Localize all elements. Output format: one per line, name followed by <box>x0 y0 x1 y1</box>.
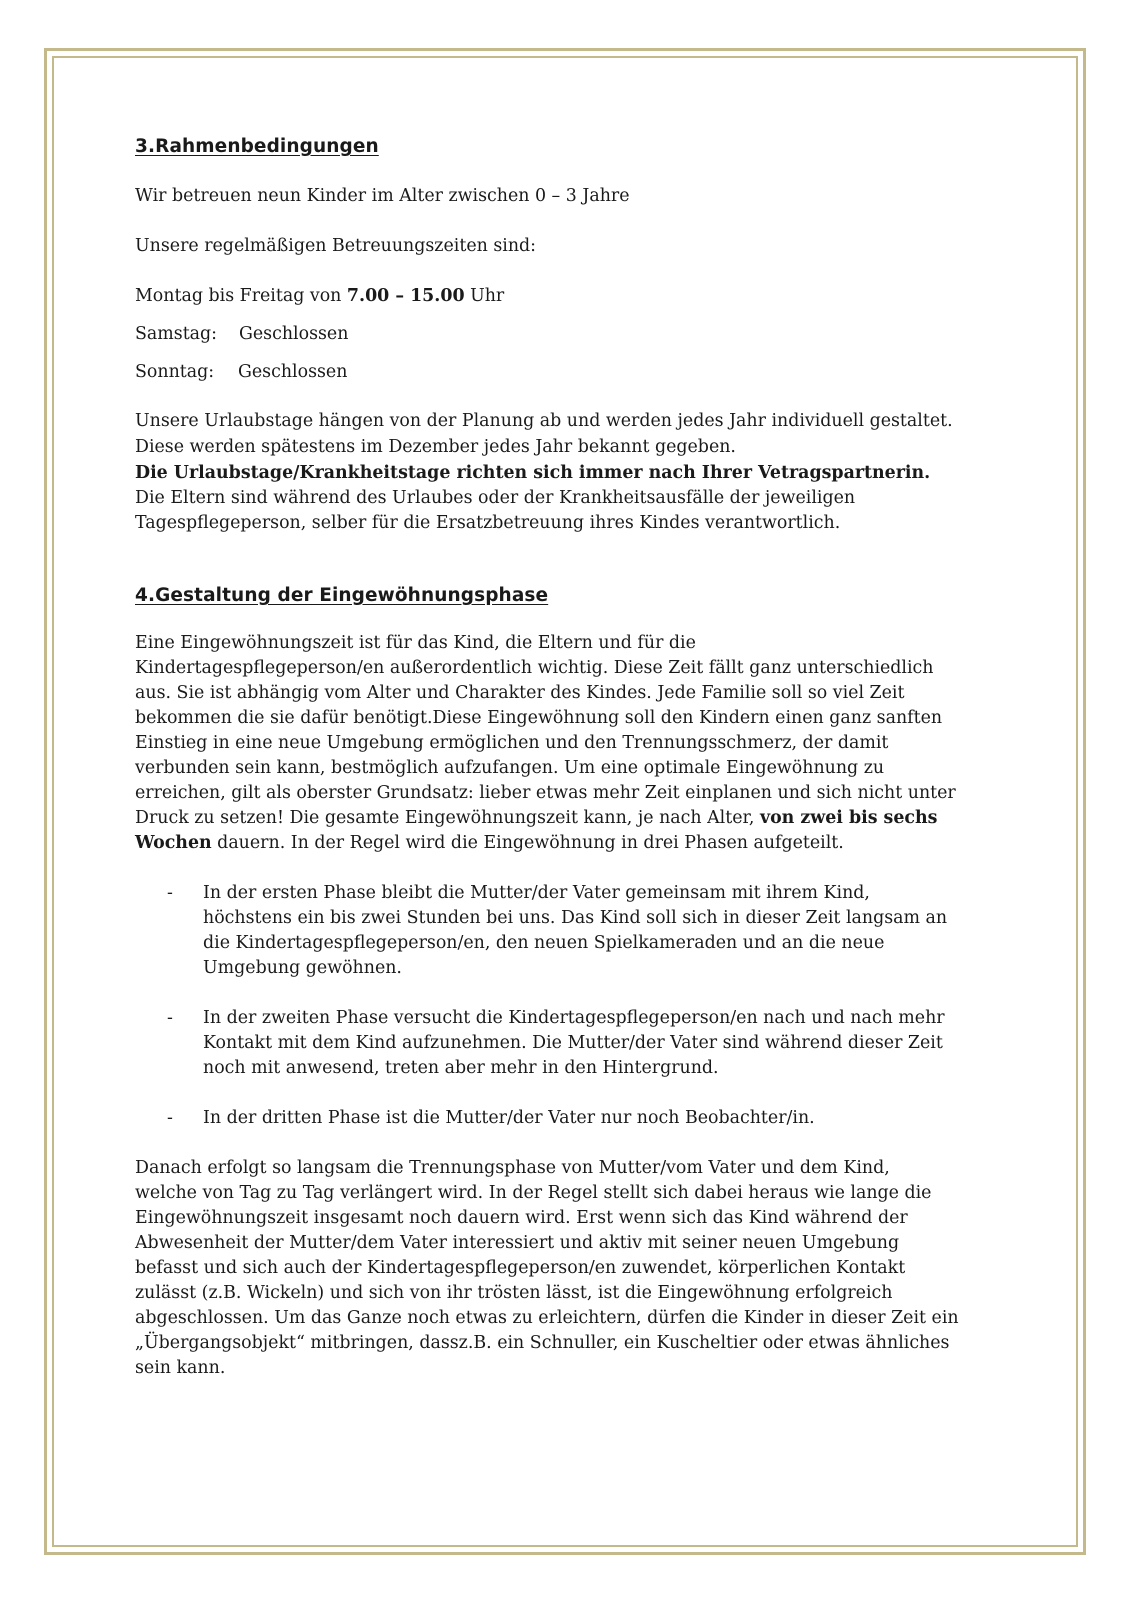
hours-intro: Unsere regelmäßigen Betreuungszeiten sind: <box>135 236 537 256</box>
weekday-hours-time: 7.00 – 15.00 <box>346 286 465 306</box>
weekday-hours <box>135 284 1005 309</box>
section4-heading: 4.Gestaltung der Eingewöhnungsphase <box>135 585 549 606</box>
phase-line: die Kindertagespflegeperson/en, den neuen Spielkameraden und an die neue <box>203 933 885 953</box>
weekday-hours-suffix: Uhr <box>464 286 505 306</box>
phase-list <box>135 881 1005 1131</box>
bullet-dash: - <box>167 1008 173 1028</box>
saturday-label: Samstag: <box>135 324 218 344</box>
intro-line-8-text: Druck zu setzen! Die gesamte Eingewöhnungszeit kann, je nach Alter, <box>135 808 760 828</box>
phase-item-2 <box>135 1006 1005 1081</box>
phase-line: In der ersten Phase bleibt die Mutter/der Vater gemeinsam mit ihrem Kind, <box>203 883 870 903</box>
closing-paragraph <box>135 1156 1005 1381</box>
phase-item-3 <box>135 1106 1005 1131</box>
phase-line: noch mit anwesend, treten aber mehr in den Hintergrund. <box>203 1058 719 1078</box>
closing-line: befasst und sich auch der Kindertagespflegeperson/en zuwendet, körperlichen Kontakt <box>135 1258 906 1278</box>
phase-line: In der zweiten Phase versucht die Kindertagespflegeperson/en nach und nach mehr <box>203 1008 945 1028</box>
closing-line: abgeschlossen. Um das Ganze noch etwas zu erleichtern, dürfen die Kinder in dieser Zeit ein <box>135 1308 959 1328</box>
intro-line: erreichen, gilt als oberster Grundsatz: lieber etwas mehr Zeit einplanen und sich nicht unter <box>135 783 956 803</box>
closing-line: Abwesenheit der Mutter/dem Vater interessiert und aktiv mit seiner neuen Umgebung <box>135 1233 900 1253</box>
intro-paragraph <box>135 631 1005 856</box>
children-info: Wir betreuen neun Kinder im Alter zwischen 0 – 3 Jahre <box>135 186 630 206</box>
document-body <box>135 132 1005 1381</box>
vacation-line-2: Diese werden spätestens im Dezember jedes Jahr bekannt gegeben. <box>135 437 736 457</box>
closing-line: zulässt (z.B. Wickeln) und sich von ihr trösten lässt, ist die Eingewöhnung erfolgreich <box>135 1283 893 1303</box>
closing-line: Eingewöhnungszeit insgesamt noch dauern wird. Erst wenn sich das Kind während der <box>135 1208 908 1228</box>
intro-line: Einstieg in eine neue Umgebung ermöglichen und den Trennungsschmerz, der damit <box>135 733 889 753</box>
vacation-line-1: Unsere Urlaubstage hängen von der Planung ab und werden jedes Jahr individuell gestaltet. <box>135 411 953 431</box>
intro-line: verbunden sein kann, bestmöglich aufzufangen. Um eine optimale Eingewöhnung zu <box>135 758 885 778</box>
intro-line: Eine Eingewöhnungszeit ist für das Kind, die Eltern und für die <box>135 633 696 653</box>
duration-bold: von zwei bis sechs <box>759 808 938 828</box>
vacation-paragraph <box>135 409 1005 536</box>
saturday-row <box>135 322 1005 347</box>
intro-line: bekommen die sie dafür benötigt.Diese Eingewöhnung soll den Kindern einen ganz sanften <box>135 708 943 728</box>
saturday-value: Geschlossen <box>239 324 349 344</box>
intro-line: Kindertagespflegeperson/en außerordentlich wichtig. Diese Zeit fällt ganz unterschiedlich <box>135 658 934 678</box>
bullet-dash: - <box>167 1108 173 1128</box>
section3-heading: 3.Rahmenbedingungen <box>135 136 379 157</box>
vacation-line-3: Die Eltern sind während des Urlaubes oder der Krankheitsausfälle der jeweiligen <box>135 488 856 508</box>
vacation-bold-line: Die Urlaubstage/Krankheitstage richten sich immer nach Ihrer Vetragspartnerin. <box>135 463 931 483</box>
closing-line: Danach erfolgt so langsam die Trennungsphase von Mutter/vom Vater und dem Kind, <box>135 1158 890 1178</box>
phase-line: Kontakt mit dem Kind aufzunehmen. Die Mutter/der Vater sind während dieser Zeit <box>203 1033 943 1053</box>
intro-line <box>135 831 1005 856</box>
sunday-label: Sonntag: <box>135 362 215 382</box>
weeks-bold: Wochen <box>135 833 212 853</box>
weekday-hours-prefix: Montag bis Freitag von <box>135 286 347 306</box>
phase-line: In der dritten Phase ist die Mutter/der Vater nur noch Beobachter/in. <box>203 1108 815 1128</box>
intro-line <box>135 806 1005 831</box>
vacation-line-4: Tagespflegeperson, selber für die Ersatzbetreuung ihres Kindes verantwortlich. <box>135 513 841 533</box>
sunday-row <box>135 360 1005 385</box>
intro-line-9-text: dauern. In der Regel wird die Eingewöhnung in drei Phasen aufgeteilt. <box>211 833 844 853</box>
phase-item-1 <box>135 881 1005 981</box>
closing-line: sein kann. <box>135 1358 226 1378</box>
phase-line: Umgebung gewöhnen. <box>203 958 402 978</box>
closing-line: welche von Tag zu Tag verlängert wird. In der Regel stellt sich dabei heraus wie lange die <box>135 1183 932 1203</box>
sunday-value: Geschlossen <box>238 362 348 382</box>
intro-line: aus. Sie ist abhängig vom Alter und Charakter des Kindes. Jede Familie soll so viel Zeit <box>135 683 905 703</box>
closing-line: „Übergangsobjekt“ mitbringen, dassz.B. ein Schnuller, ein Kuscheltier oder etwas ähnliches <box>135 1333 950 1353</box>
phase-line: höchstens ein bis zwei Stunden bei uns. Das Kind soll sich in dieser Zeit langsam an <box>203 908 948 928</box>
bullet-dash: - <box>167 883 173 903</box>
